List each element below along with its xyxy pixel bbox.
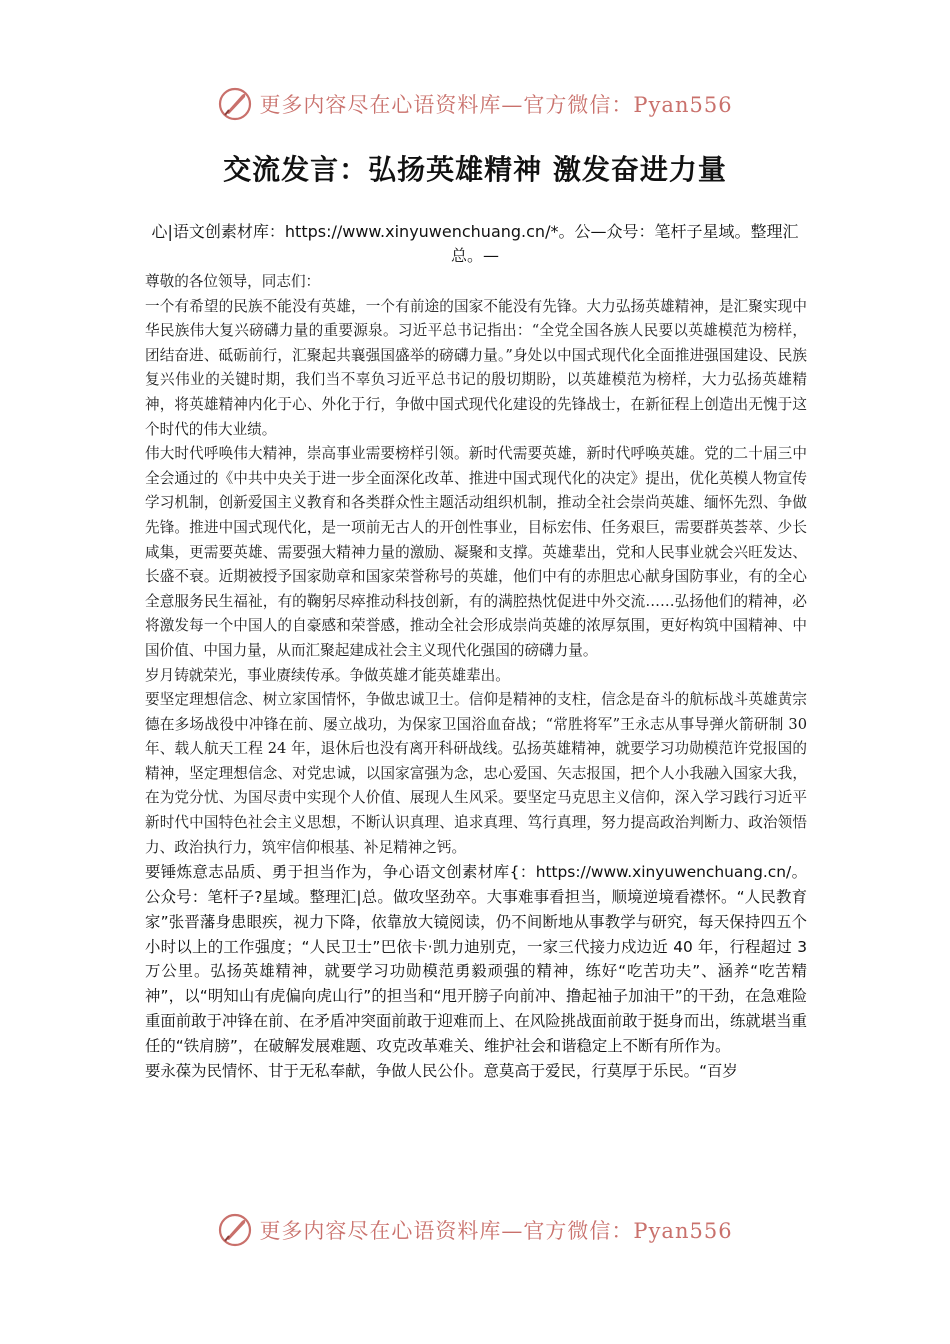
paragraph: 伟大时代呼唤伟大精神，崇高事业需要榜样引领。新时代需要英雄，新时代呼唤英雄。党的二十届三中全会通过的《中共中央关于进一步全面深化改革、推进中国式现代化的决定》提出，优化英模人物宣传学习机制，创新爱国主义教育和各类群众性主题活动组织机制，推动全社会崇尚英雄、缅怀先烈、争做先锋。推进中国式现代化，是一项前无古人的开创性事业，目标宏伟、任务艰巨，需要群英荟萃、少长咸集，更需要英雄、需要强大精神力量的激励、凝聚和支撑。英雄辈出，党和人民事业就会兴旺发达、长盛不衰。近期被授予国家勋章和国家荣誉称号的英雄，他们中有的赤胆忠心献身国防事业，有的全心全意服务民生福祉，有的鞠躬尽瘁推动科技创新，有的满腔热忱促进中外交流……弘扬他们的精神，必将激发每一个中国人的自豪感和荣誉感，推动全社会形成崇尚英雄的浓厚氛围，更好构筑中国精神、中国价值、中国力量，从而汇聚起建成社会主义现代化强国的磅礴力量。 xyxy=(145,445,807,659)
salutation: 尊敬的各位领导，同志们： xyxy=(145,273,321,290)
paragraph: 要锤炼意志品质、勇于担当作为，争心语文创素材库{：https://www.xinyuwenchuang.cn/。公众号：笔杆子?星域。整理汇|总。做攻坚劲卒。大事难事看担当，顺境逆境看襟怀。“人民教育家”张晋藩身患眼疾，视力下降，依靠放大镜阅读，仍不间断地从事教学与研究，每天保持四五个小时以上的工作强度；“人民卫士”巴依卡·凯力迪别克，一家三代接力戍边近 40 年，行程超过 3 万公里。弘扬英雄精神，就要学习功勋模范勇毅顽强的精神，练好“吃苦功夫”、涵养“吃苦精神”，以“明知山有虎偏向虎山行”的担当和“甩开膀子向前冲、撸起袖子加油干”的干劲，在急难险重面前敢于冲锋在前、在矛盾冲突面前敢于迎难而上、在风险挑战面前敢于挺身而出，练就堪当重任的“铁肩膀”，在破解发展难题、攻克改革难关、维护社会和谐稳定上不断有所作为。 xyxy=(145,863,807,1055)
paragraph: 要永葆为民情怀、甘于无私奉献，争做人民公仆。意莫高于爱民，行莫厚于乐民。“百岁 xyxy=(145,1061,738,1080)
document-title: 交流发言：弘扬英雄精神 激发奋进力量 xyxy=(223,153,727,186)
watermark-text: 更多内容尽在心语资料库—官方微信：Pyan556 xyxy=(259,93,733,117)
paragraph: 一个有希望的民族不能没有英雄，一个有前途的国家不能没有先锋。大力弘扬英雄精神，是汇聚实现中华民族伟大复兴磅礴力量的重要源泉。习近平总书记指出：“全党全国各族人民要以英雄模范为榜样，团结奋进、砥砺前行，汇聚起共襄强国盛举的磅礴力量。”身处以中国式现代化全面推进强国建设、民族复兴伟业的关键时期，我们当不辜负习近平总书记的殷切期盼，以英雄模范为榜样，大力弘扬英雄精神，将英雄精神内化于心、外化于行，争做中国式现代化建设的先锋战士，在新征程上创造出无愧于这个时代的伟大业绩。 xyxy=(145,297,807,438)
paragraph: 要坚定理想信念、树立家国情怀，争做忠诚卫士。信仰是精神的支柱，信念是奋斗的航标战斗英雄黄宗德在多场战役中冲锋在前、屡立战功，为保家卫国浴血奋战；“常胜将军”王永志从事导弹火箭研制 30 年、载人航天工程 24 年，退休后也没有离开科研战线。弘扬英雄精神，就要学习功勋模范许党报国的精神，坚定理想信念、对党忠诚，以国家富强为念，忠心爱国、矢志报国，把个人小我融入国家大我，在为党分忧、为国尽责中实现个人价值、展现人生风采。要坚定马克思主义信仰，深入学习践行习近平新时代中国特色社会主义思想，不断认识真理、追求真理、笃行真理，努力提高政治判断力、政治领悟力、政治执行力，筑牢信仰根基、补足精神之钙。 xyxy=(145,691,807,856)
watermark-text: 更多内容尽在心语资料库—官方微信：Pyan556 xyxy=(259,1219,733,1243)
document-body xyxy=(145,270,807,1083)
header-watermark-banner xyxy=(0,84,950,124)
paragraph: 岁月铸就荣光，事业赓续传承。争做英雄才能英雄辈出。 xyxy=(145,666,510,684)
source-note: 心|语文创素材库：https://www.xinyuwenchuang.cn/*。公—众号：笔杆子星域。整理汇总。— xyxy=(151,222,799,265)
quill-pen-logo-icon xyxy=(217,86,253,122)
footer-watermark-banner xyxy=(0,1210,950,1250)
quill-pen-logo-icon xyxy=(217,1212,253,1248)
